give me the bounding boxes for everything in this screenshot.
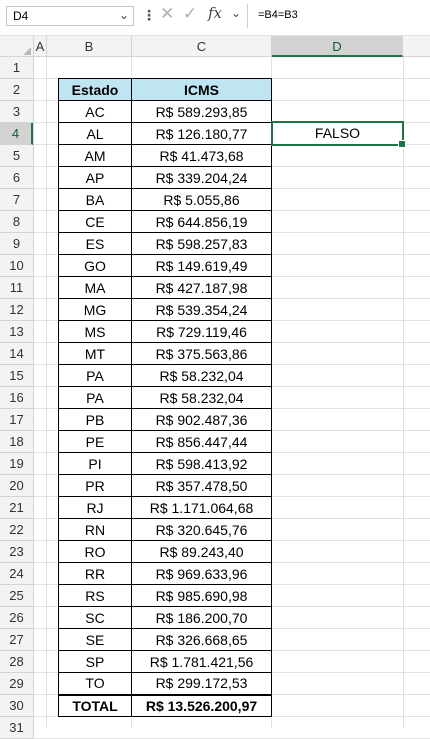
table-row [59, 277, 272, 299]
cell-value: FALSO [314, 125, 361, 141]
header-icms[interactable]: ICMS [132, 79, 272, 101]
cell-estado[interactable]: AM [59, 145, 132, 167]
formula-bar [0, 0, 430, 34]
enter-checkmark-icon[interactable]: ✓ [183, 4, 198, 23]
table-row [59, 145, 272, 167]
row-header-29[interactable]: 29 [0, 673, 33, 695]
row-header-30[interactable]: 30 [0, 695, 33, 717]
cell-icms[interactable]: R$ 299.172,53 [132, 673, 272, 695]
total-row [59, 695, 272, 717]
row-header-23[interactable]: 23 [0, 541, 33, 563]
cell-icms[interactable]: R$ 89.243,40 [132, 541, 272, 563]
cell-icms[interactable]: R$ 326.668,65 [132, 629, 272, 651]
row-header-14[interactable]: 14 [0, 343, 33, 365]
row-header-8[interactable]: 8 [0, 211, 33, 233]
more-options-icon[interactable]: ⋮ [142, 7, 156, 23]
cell-icms[interactable]: R$ 149.619,49 [132, 255, 272, 277]
cell-estado[interactable]: RN [59, 519, 132, 541]
select-all-button[interactable] [0, 36, 34, 57]
cell-icms[interactable]: R$ 969.633,96 [132, 563, 272, 585]
table-row [59, 167, 272, 189]
cell-icms[interactable]: R$ 339.204,24 [132, 167, 272, 189]
column-header-c[interactable]: C [132, 36, 272, 57]
cell-estado[interactable]: BA [59, 189, 132, 211]
cell-icms[interactable]: R$ 126.180,77 [132, 123, 272, 145]
fill-handle[interactable] [398, 140, 406, 148]
table-row [59, 189, 272, 211]
table-row [59, 299, 272, 321]
cell-estado[interactable]: SC [59, 607, 132, 629]
cell-estado[interactable]: ES [59, 233, 132, 255]
row-header-5[interactable]: 5 [0, 145, 33, 167]
table-row [59, 431, 272, 453]
row-headers [0, 57, 34, 739]
row-header-21[interactable]: 21 [0, 497, 33, 519]
table-row [59, 101, 272, 123]
cell-icms[interactable]: R$ 1.781.421,56 [132, 651, 272, 673]
cell-estado[interactable]: RS [59, 585, 132, 607]
cell-estado[interactable]: PI [59, 453, 132, 475]
row-header-24[interactable]: 24 [0, 563, 33, 585]
table-row [59, 123, 272, 145]
column-header-a[interactable]: A [34, 36, 47, 57]
cell-estado[interactable]: PB [59, 409, 132, 431]
cell-estado[interactable]: MT [59, 343, 132, 365]
table-row [59, 497, 272, 519]
cell-estado[interactable]: MA [59, 277, 132, 299]
row-header-26[interactable]: 26 [0, 607, 33, 629]
chevron-down-icon[interactable]: ⌄ [231, 6, 242, 20]
row-header-3[interactable]: 3 [0, 101, 33, 123]
row-header-17[interactable]: 17 [0, 409, 33, 431]
row-header-1[interactable]: 1 [0, 57, 33, 79]
cell-estado[interactable]: SP [59, 651, 132, 673]
cell-icms[interactable]: R$ 902.487,36 [132, 409, 272, 431]
table-row [59, 453, 272, 475]
cell-estado[interactable]: PR [59, 475, 132, 497]
table-row [59, 673, 272, 695]
cell-estado[interactable]: TO [59, 673, 132, 695]
header-estado[interactable]: Estado [59, 79, 132, 101]
table-row [59, 233, 272, 255]
row-header-25[interactable]: 25 [0, 585, 33, 607]
cell-estado[interactable]: PA [59, 387, 132, 409]
cell-icms[interactable]: R$ 729.119,46 [132, 321, 272, 343]
table-row [59, 563, 272, 585]
row-header-18[interactable]: 18 [0, 431, 33, 453]
table-row [59, 651, 272, 673]
table-row [59, 211, 272, 233]
table-row [59, 519, 272, 541]
cell-estado[interactable]: AL [59, 123, 132, 145]
gridline [46, 57, 47, 728]
cell-icms[interactable]: R$ 41.473,68 [132, 145, 272, 167]
table-row [59, 387, 272, 409]
column-header-b[interactable]: B [47, 36, 132, 57]
formula-input[interactable]: =B4=B3 [258, 9, 298, 21]
cell-estado[interactable]: AC [59, 101, 132, 123]
cell-icms[interactable]: R$ 58.232,04 [132, 387, 272, 409]
table-row [59, 585, 272, 607]
cell-estado[interactable]: CE [59, 211, 132, 233]
cell-icms[interactable]: R$ 598.257,83 [132, 233, 272, 255]
row-header-6[interactable]: 6 [0, 167, 33, 189]
cell-icms[interactable]: R$ 539.354,24 [132, 299, 272, 321]
row-header-19[interactable]: 19 [0, 453, 33, 475]
cancel-icon[interactable]: ✕ [160, 4, 175, 23]
row-header-11[interactable]: 11 [0, 277, 33, 299]
table-row [59, 343, 272, 365]
cell-icms[interactable]: R$ 589.293,85 [132, 101, 272, 123]
row-header-4[interactable]: 4 [0, 123, 33, 145]
chevron-down-icon[interactable]: ⌄ [118, 8, 129, 22]
cell-icms[interactable]: R$ 985.690,98 [132, 585, 272, 607]
cell-icms[interactable]: R$ 598.413,92 [132, 453, 272, 475]
row-header-27[interactable]: 27 [0, 629, 33, 651]
table-row [59, 541, 272, 563]
row-header-2[interactable]: 2 [0, 79, 33, 101]
cell-icms[interactable]: R$ 5.055,86 [132, 189, 272, 211]
table-row [59, 409, 272, 431]
cell-icms[interactable]: R$ 427.187,98 [132, 277, 272, 299]
cell-icms[interactable]: R$ 856.447,44 [132, 431, 272, 453]
row-header-31[interactable]: 31 [0, 717, 33, 739]
table-row [59, 255, 272, 277]
row-header-16[interactable]: 16 [0, 387, 33, 409]
table-row [59, 365, 272, 387]
cell-icms[interactable]: R$ 375.563,86 [132, 343, 272, 365]
insert-function-icon[interactable]: fx [208, 4, 223, 22]
cell-icms[interactable]: R$ 186.200,70 [132, 607, 272, 629]
row-header-7[interactable]: 7 [0, 189, 33, 211]
row-header-28[interactable]: 28 [0, 651, 33, 673]
cell-estado[interactable]: AP [59, 167, 132, 189]
table-row [59, 321, 272, 343]
table-row [59, 607, 272, 629]
row-header-10[interactable]: 10 [0, 255, 33, 277]
total-value[interactable]: R$ 13.526.200,97 [132, 695, 272, 717]
cell-icms[interactable]: R$ 320.645,76 [132, 519, 272, 541]
cell-estado[interactable]: GO [59, 255, 132, 277]
cell-estado[interactable]: SE [59, 629, 132, 651]
total-label[interactable]: TOTAL [59, 695, 132, 717]
row-header-12[interactable]: 12 [0, 299, 33, 321]
gridline [403, 57, 404, 728]
divider [247, 4, 248, 28]
row-header-13[interactable]: 13 [0, 321, 33, 343]
cell-estado[interactable]: RO [59, 541, 132, 563]
cell-estado[interactable]: MS [59, 321, 132, 343]
selected-cell-d4[interactable] [271, 121, 404, 146]
table-row [59, 629, 272, 651]
name-box-value: D4 [13, 9, 29, 23]
column-header-d[interactable]: D [272, 36, 403, 57]
row-header-20[interactable]: 20 [0, 475, 33, 497]
cell-estado[interactable]: PE [59, 431, 132, 453]
cell-icms[interactable]: R$ 644.856,19 [132, 211, 272, 233]
cell-icms[interactable]: R$ 1.171.064,68 [132, 497, 272, 519]
row-header-9[interactable]: 9 [0, 233, 33, 255]
column-headers [0, 35, 430, 57]
icms-table [58, 78, 272, 717]
cell-estado[interactable]: MG [59, 299, 132, 321]
table-row [59, 475, 272, 497]
cell-estado[interactable]: PA [59, 365, 132, 387]
cell-estado[interactable]: RJ [59, 497, 132, 519]
cell-icms[interactable]: R$ 357.478,50 [132, 475, 272, 497]
row-header-15[interactable]: 15 [0, 365, 33, 387]
cell-icms[interactable]: R$ 58.232,04 [132, 365, 272, 387]
name-box[interactable] [6, 6, 134, 26]
row-header-22[interactable]: 22 [0, 519, 33, 541]
cell-estado[interactable]: RR [59, 563, 132, 585]
table-header-row [59, 79, 272, 101]
